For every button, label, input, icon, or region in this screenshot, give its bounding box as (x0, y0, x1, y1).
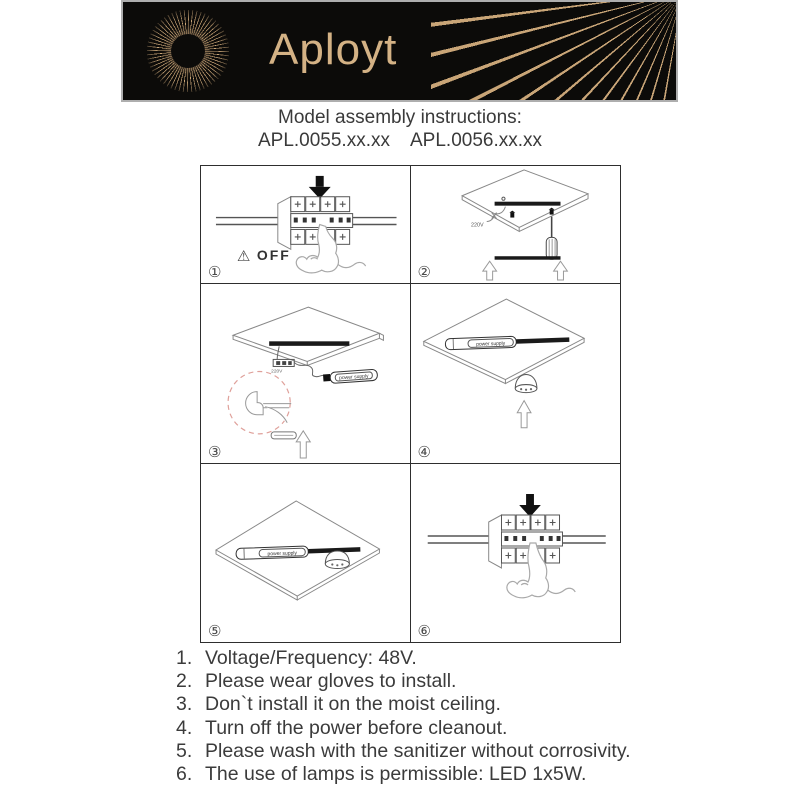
voltage-label: 220V (470, 222, 484, 229)
step-1-number: ① (208, 264, 222, 281)
step-1-diagram (201, 166, 410, 283)
title-block (0, 106, 800, 152)
step-4-diagram (411, 284, 621, 463)
power-supply-box (323, 369, 378, 384)
item-number: 6. (176, 763, 193, 786)
assembly-step-6 (411, 464, 621, 642)
brand-banner (121, 0, 678, 102)
model-numbers (0, 129, 800, 152)
step-6-number: ⑥ (417, 623, 431, 640)
step-4-number: ④ (417, 444, 431, 461)
item-text: Voltage/Frequency: 48V. (205, 647, 417, 669)
decorative-rays (431, 2, 676, 100)
screwdriver-icon (546, 217, 557, 260)
assembly-step-5 (201, 464, 411, 642)
brand-name: Aployt (269, 25, 398, 74)
item-text: Please wear gloves to install. (205, 670, 457, 693)
step-5-diagram (201, 464, 410, 642)
voltage-label: 220V (271, 369, 283, 375)
item-number: 4. (176, 716, 193, 739)
model-number-left: APL.0055.xx.xx (257, 130, 390, 151)
step-3-diagram (201, 284, 410, 463)
step-2-diagram (411, 166, 621, 283)
item-text: The use of lamps is permissible: LED 1x5W. (205, 763, 587, 786)
power-supply-label: power supply (267, 550, 298, 558)
step-3-number: ③ (208, 444, 222, 461)
assembly-step-3 (201, 284, 411, 464)
instruction-grid (200, 165, 621, 643)
instruction-item (176, 647, 631, 670)
off-label: OFF (256, 247, 291, 264)
page-title: Model assembly instructions: (278, 107, 522, 128)
item-text: Don`t install it on the moist ceiling. (205, 693, 501, 716)
step-6-diagram (411, 464, 621, 642)
instruction-item (176, 693, 631, 716)
sunburst-logo-icon (147, 10, 229, 92)
instruction-item (176, 717, 631, 740)
instruction-item (176, 670, 631, 693)
clip-detail (246, 392, 292, 423)
item-number: 5. (176, 739, 193, 762)
instruction-item (176, 740, 631, 763)
model-number-right: APL.0056.xx.xx (410, 130, 543, 151)
item-text: Turn off the power before cleanout. (205, 716, 508, 739)
down-arrow-icon (309, 176, 331, 199)
instruction-list (176, 647, 631, 786)
item-number: 2. (176, 670, 193, 693)
assembly-step-1 (201, 166, 411, 284)
fixture-bar (445, 334, 569, 349)
up-arrow (517, 401, 531, 428)
assembly-step-2 (411, 166, 621, 284)
down-arrow-icon (519, 494, 541, 517)
lamp-shade (325, 551, 349, 569)
up-arrow (296, 431, 310, 458)
item-text: Please wash with the sanitizer without corrosivity. (205, 739, 631, 762)
item-number: 1. (176, 647, 193, 669)
assembly-step-4 (411, 284, 621, 464)
step-2-number: ② (417, 264, 431, 281)
instruction-item (176, 763, 631, 786)
warning-icon: ⚠ (236, 249, 251, 266)
step-5-number: ⑤ (208, 623, 222, 640)
screws (509, 208, 554, 218)
up-arrows (482, 261, 567, 280)
power-supply-label: power supply (475, 341, 505, 348)
power-supply-label: power supply (338, 373, 369, 382)
item-number: 3. (176, 693, 193, 716)
